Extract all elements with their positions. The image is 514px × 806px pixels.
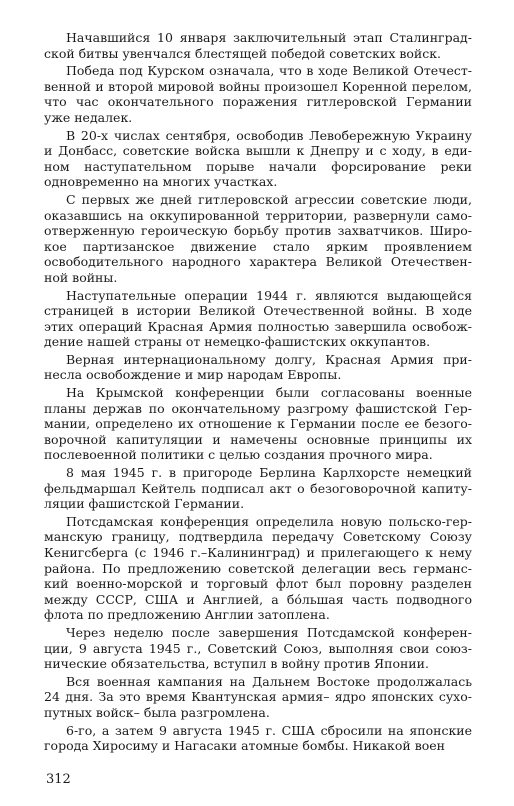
paragraph-liberation-europe: Верная интернациональному долгу, Красная Армия принесла освобождение и мир народам Европы. [44, 351, 472, 383]
paragraph-kursk: Победа под Курском означала, что в ходе Великой Отечественной и второй мировой войны произошел Коренной перелом, что час окончательного поражения гитлеровской Германии уже недалек. [44, 63, 472, 125]
page-text [44, 30, 472, 756]
paragraph-crimea-conference: На Крымской конференции были согласованы военные планы держав по окончательному разгрому фашистской Германии, определено их отношение к Германии после ее безоговорочной капитуляции и намечены основные принципы их послевоенной политики с целью создания прочного мира. [44, 385, 472, 463]
paragraph-far-east: Вся военная кампания на Дальнем Востоке продолжалась 24 дня. За это время Квантунская армия– ядро японских сухопутных войск– была разгромлена. [44, 673, 472, 720]
paragraph-operations-1944: Наступательные операции 1944 г. являются выдающейся страницей в истории Великой Отечественной войны. В ходе этих операций Красная Армия полностью завершила освобождение нашей страны от немецко-фашистских оккупантов. [44, 287, 472, 350]
paragraph-partisans: С первых же дней гитлеровской агрессии советские люди, оказавшись на оккупированной территории, развернули самоотверженную героическую борьбу против захватчиков. Широкое партизанское движение стало ярким проявлением освободительного народного характера Великой Отечественной войны. [44, 191, 472, 285]
paragraph-surrender: 8 мая 1945 г. в пригороде Берлина Карлхорсте немецкий фельдмаршал Кейтель подписал акт о безоговорочной капитуляции фашистской Германии. [44, 465, 472, 512]
page-number: 312 [46, 772, 71, 787]
paragraph-stalingrad: Начавшийся 10 января заключительный этап Сталинградской битвы увенчался блестящей победой советских войск. [44, 30, 472, 61]
paragraph-potsdam: Потсдамская конференция определила новую польско-германскую границу, подтвердила передачу Советскому Союзу Кенигсберга (с 1946 г.–Калининград) и прилегающего к нему района. По предложению советской делегации весь германский военно-морской и торговый флот был поровну разделен между СССР, США и Англией, а бо́льшая часть подводного флота по предложению Англии затоплена. [44, 513, 472, 623]
paragraph-war-japan: Через неделю после завершения Потсдамской конференции, 9 августа 1945 г., Советский Союз, выполняя свои союзнические обязательства, вступил в войну против Японии. [44, 624, 472, 672]
paragraph-dnieper: В 20-х числах сентября, освободив Левобережную Украину и Донбасс, советские войска вышли к Днепру и с ходу, в едином наступательном порыве начали форсирование реки одновременно на многих участках. [44, 127, 472, 190]
paragraph-atomic-bombs: 6-го, а затем 9 августа 1945 г. США сбросили на японские города Хиросиму и Нагасаки атомные бомбы. Никакой воен [44, 722, 472, 754]
